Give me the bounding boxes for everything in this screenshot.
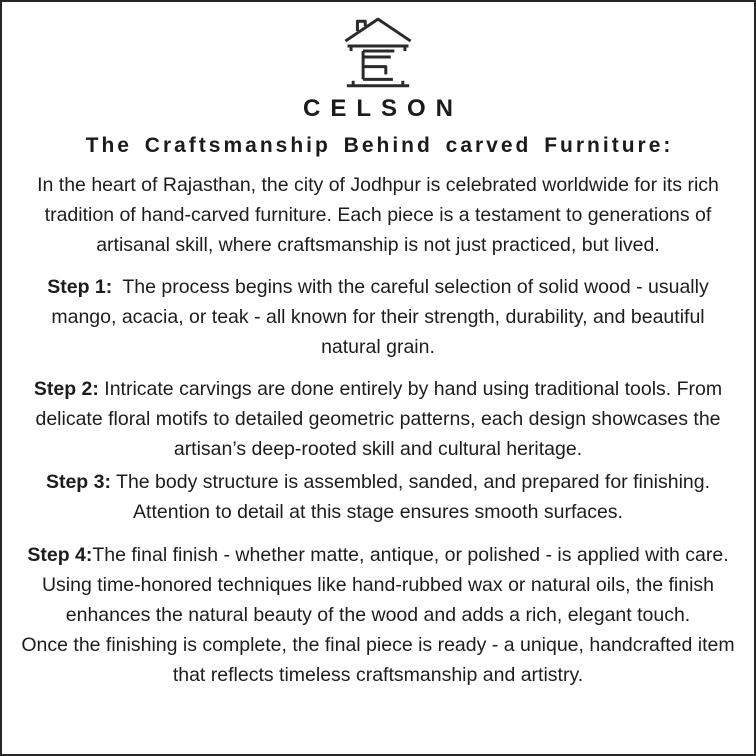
- step-1-label: Step 1:: [47, 276, 113, 298]
- brand-name: CELSON: [302, 95, 463, 122]
- step-4-paragraph: [20, 540, 736, 630]
- step-4-text: The final finish - whether matte, antique, or polished - is applied with care. Using time-honored techniques like hand-rubbed wax or natural oils, the finish enhances the natural beauty of the wood and adds a rich, elegant touch.: [41, 544, 729, 626]
- closing-text: Once the finishing is complete, the final piece is ready - a unique, handcrafted item that reflects timeless craftsmanship and artistry.: [21, 634, 735, 686]
- step-1-text: The process begins with the careful selection of solid wood - usually mango, acacia, or teak - all known for their strength, durability, and beautiful natural grain.: [51, 276, 709, 358]
- intro-paragraph: [20, 170, 736, 260]
- step-3-text: The body structure is assembled, sanded, and prepared for finishing. Attention to detail at this stage ensures smooth surfaces.: [110, 471, 711, 523]
- step-1-paragraph: [20, 272, 736, 362]
- step-3-label: Step 3:: [45, 471, 111, 493]
- step-2-text: Intricate carvings are done entirely by hand using traditional tools. From delicate floral motifs to detailed geometric patterns, each design showcases the artisan’s deep-rooted skill and cultural heritage.: [35, 378, 723, 460]
- step-4-label: Step 4:: [27, 544, 93, 566]
- celson-house-monogram-icon: [320, 12, 436, 90]
- page-title: The Craftsmanship Behind carved Furniture:: [85, 134, 674, 157]
- intro-text: In the heart of Rajasthan, the city of Jodhpur is celebrated worldwide for its rich tradition of hand-carved furniture. Each piece is a testament to generations of artisanal skill, where craftsmanship is not just practiced, but lived.: [37, 174, 719, 256]
- step-2-paragraph: [20, 374, 736, 464]
- step-2-label: Step 2:: [33, 378, 99, 400]
- closing-paragraph: [20, 630, 736, 690]
- step-3-paragraph: [20, 467, 736, 527]
